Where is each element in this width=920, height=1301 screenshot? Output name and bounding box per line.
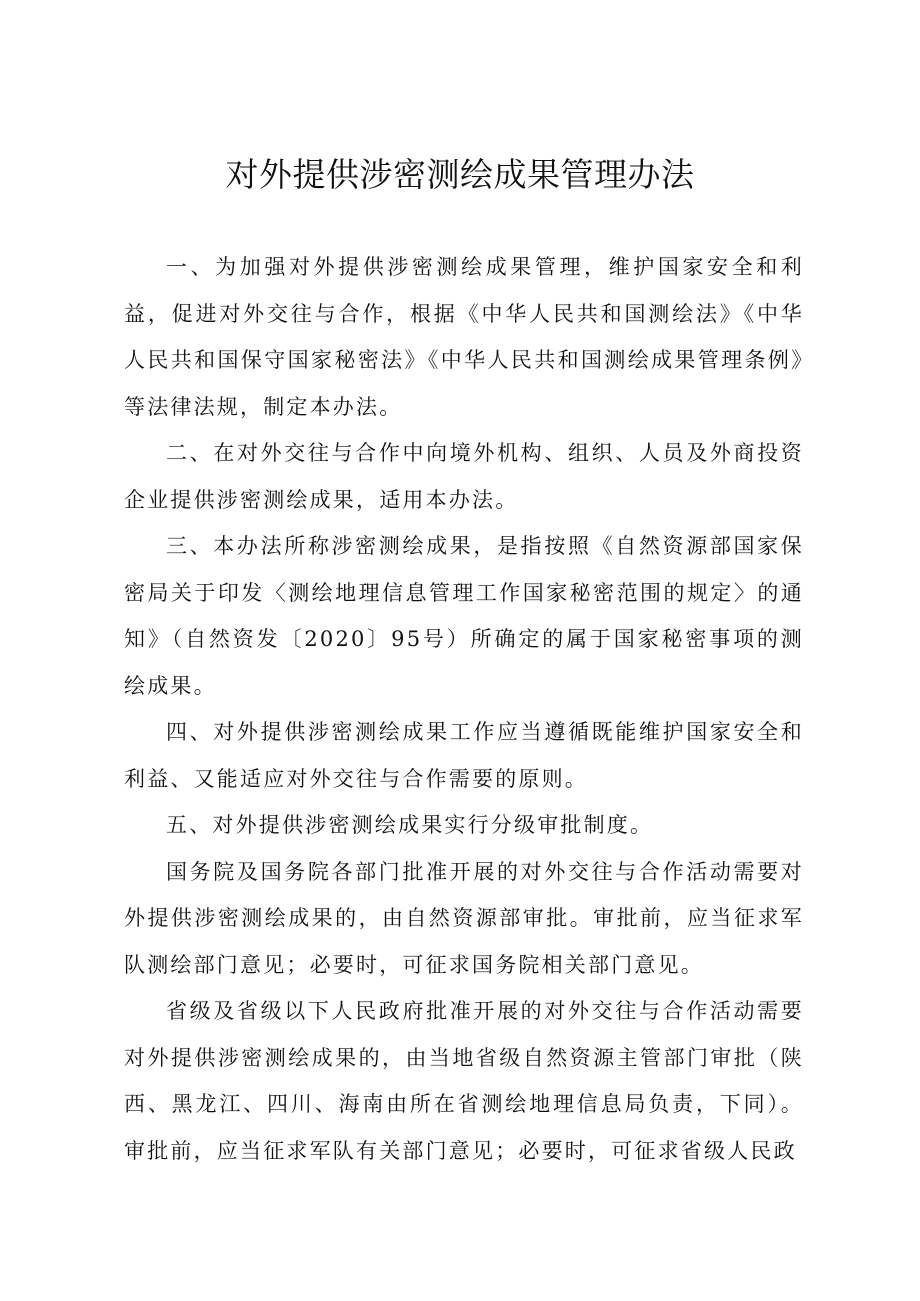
paragraph-4: 四、对外提供涉密测绘成果工作应当遵循既能维护国家安全和利益、又能适应对外交往与合作需要的原则。 xyxy=(124,720,804,791)
paragraph-3: 三、本办法所称涉密测绘成果，是指按照《自然资源部国家保密局关于印发〈测绘地理信息管理工作国家秘密范围的规定〉的通知》（自然资发〔2020〕95号）所确定的属于国家秘密事项的测绘成果。 xyxy=(124,534,804,698)
paragraph-6: 国务院及国务院各部门批准开展的对外交往与合作活动需要对外提供涉密测绘成果的，由自然资源部审批。审批前，应当征求军队测绘部门意见；必要时，可征求国务院相关部门意见。 xyxy=(124,859,804,977)
paragraph-7: 省级及省级以下人民政府批准开展的对外交往与合作活动需要对外提供涉密测绘成果的，由当地省级自然资源主管部门审批（陕西、黑龙江、四川、海南由所在省测绘地理信息局负责，下同）。审批前，应当征求军队有关部门意见；必要时，可征求省级人民政 xyxy=(124,999,804,1163)
paragraph-5: 五、对外提供涉密测绘成果实行分级审批制度。 xyxy=(166,813,654,837)
document-title: 对外提供涉密测绘成果管理办法 xyxy=(225,155,695,194)
paragraph-1: 一、为加强对外提供涉密测绘成果管理，维护国家安全和利益，促进对外交往与合作，根据《中华人民共和国测绘法》《中华人民共和国保守国家秘密法》《中华人民共和国测绘成果管理条例》等法律法规，制定本办法。 xyxy=(124,255,804,419)
document-body xyxy=(124,244,804,1174)
paragraph-2: 二、在对外交往与合作中向境外机构、组织、人员及外商投资企业提供涉密测绘成果，适用本办法。 xyxy=(124,441,804,512)
